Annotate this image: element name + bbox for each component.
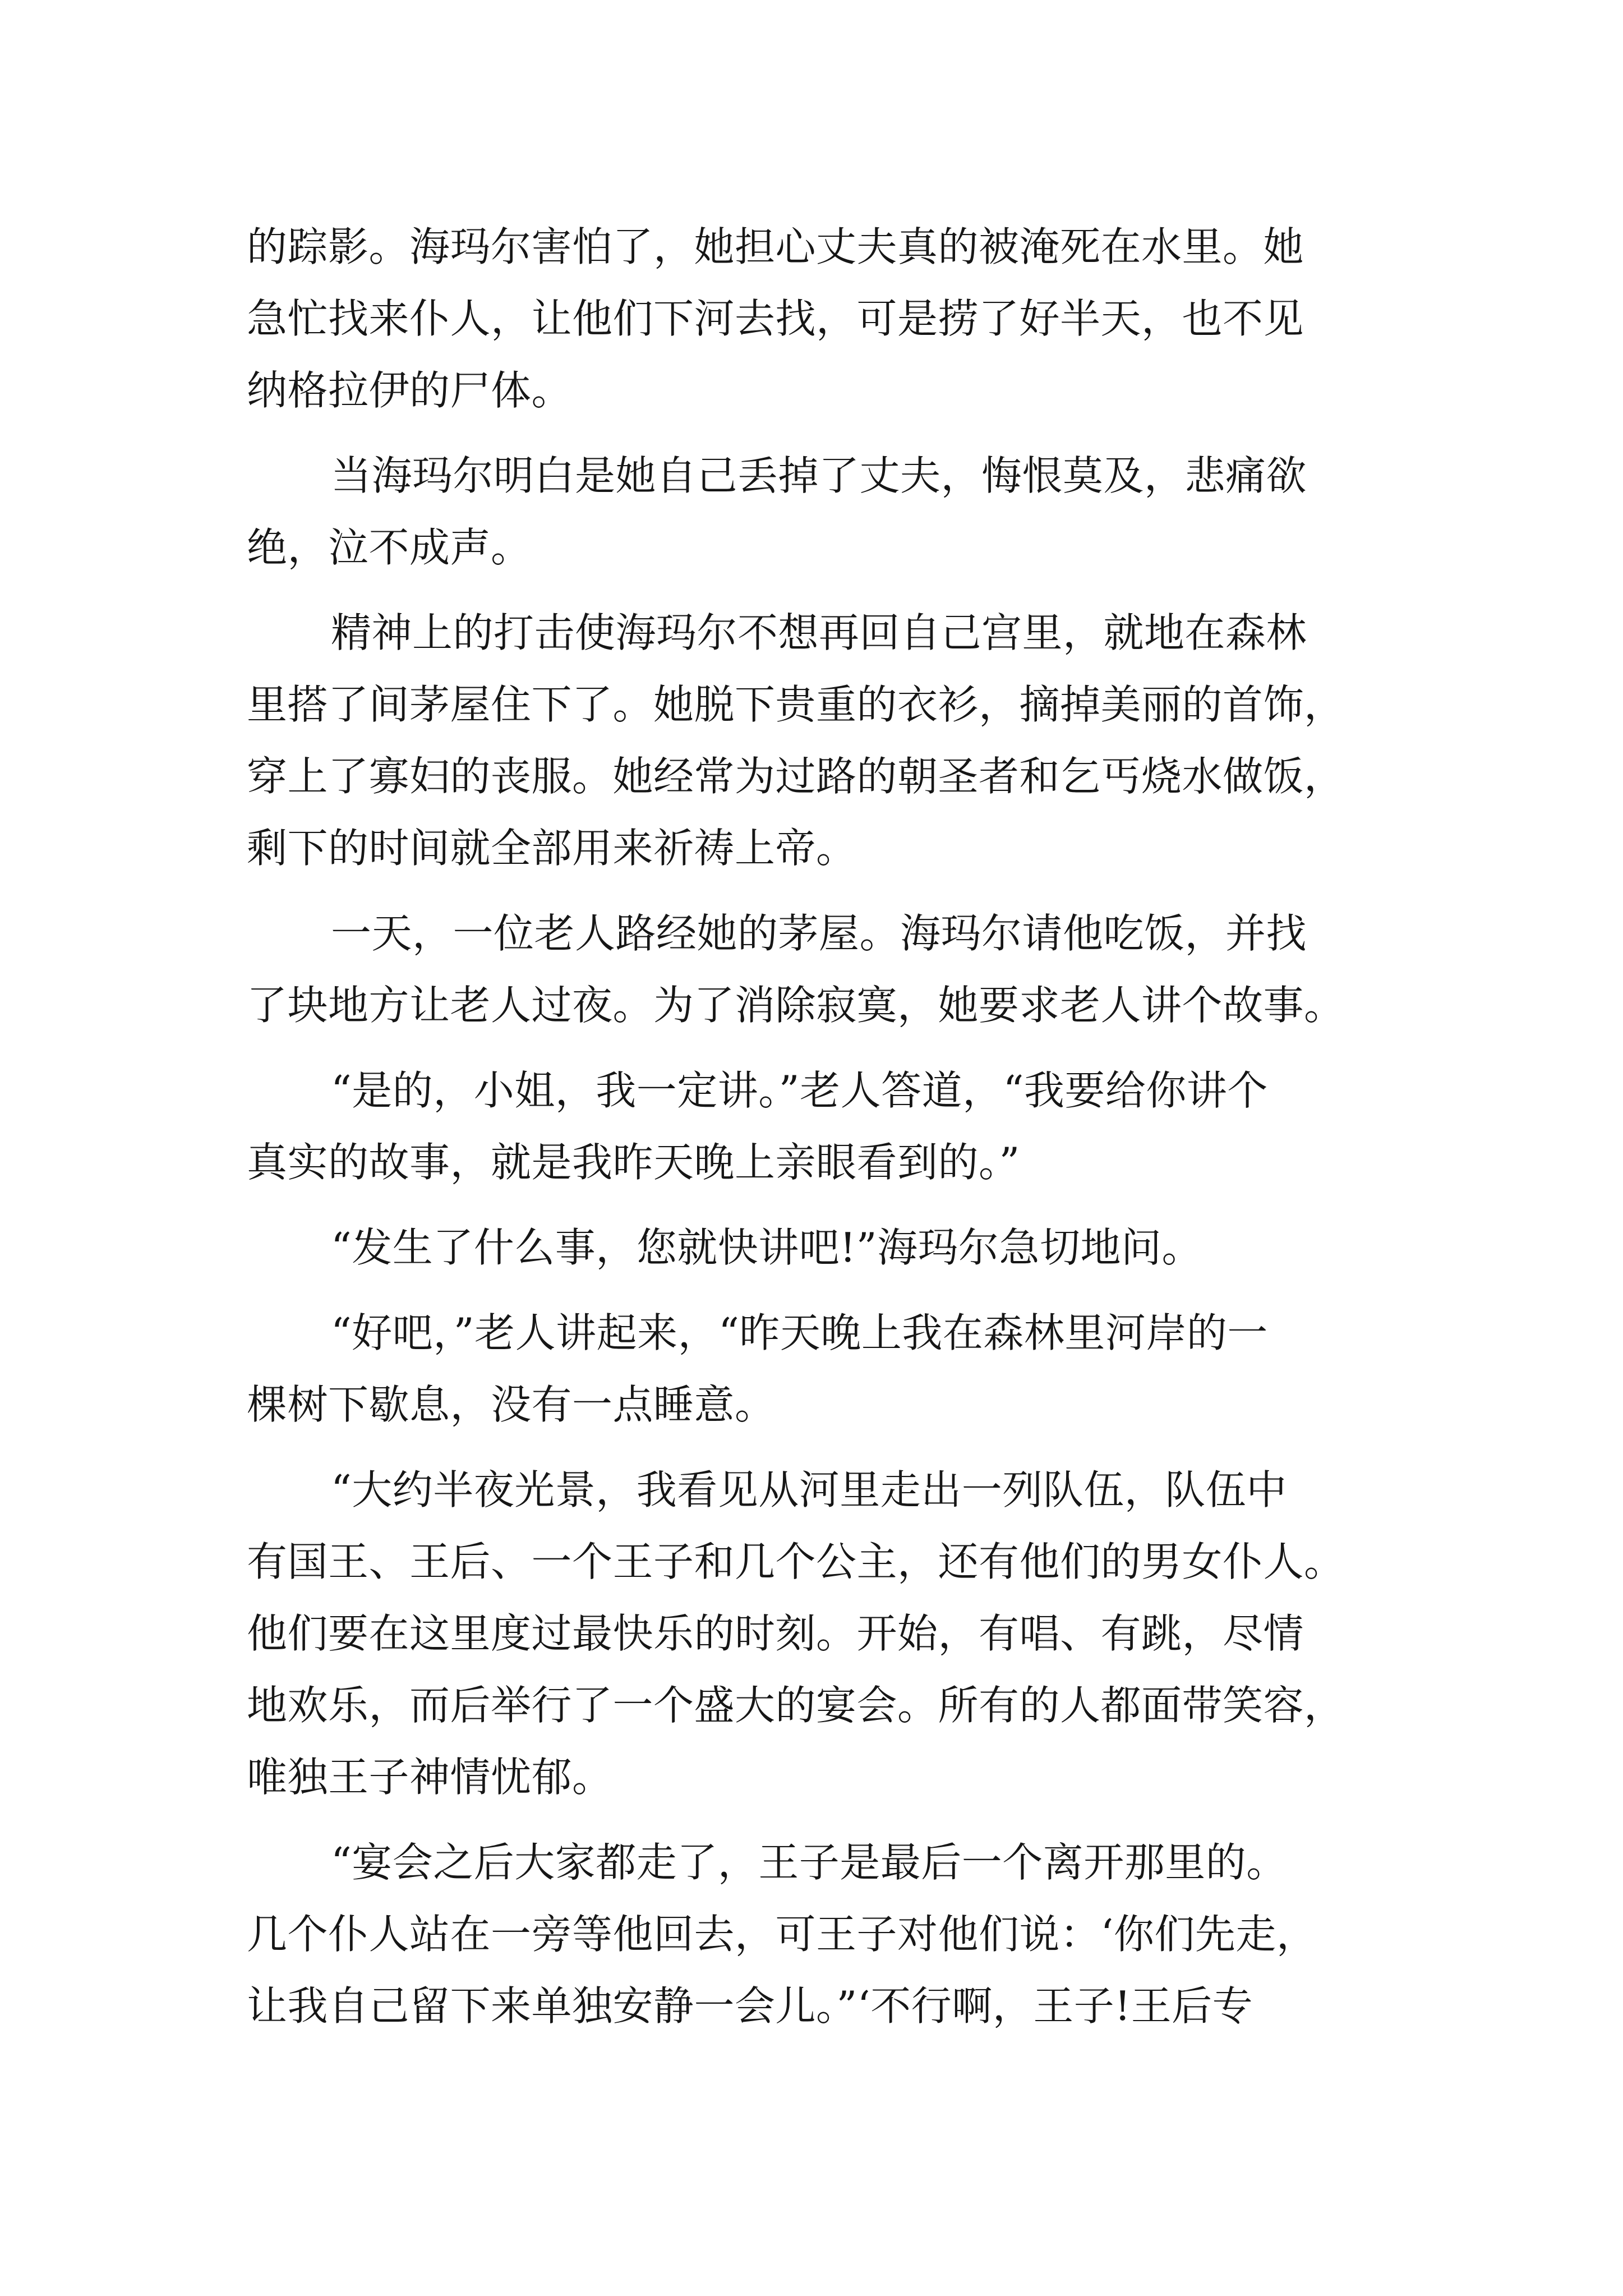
text-line: 穿上了寡妇的丧服。她经常为过路的朝圣者和乞丐烧水做饭， [247, 753, 1345, 800]
text-line: 真实的故事，就是我昨天晚上亲眼看到的。” [247, 1139, 1020, 1186]
text-line: 唯独王子神情忧郁。 [247, 1754, 613, 1801]
text-line: “发生了什么事，您就快讲吧!”海玛尔急切地问。 [331, 1224, 1203, 1271]
text-line: 的踪影。海玛尔害怕了，她担心丈夫真的被淹死在水里。她 [247, 223, 1304, 270]
text-line: 地欢乐，而后举行了一个盛大的宴会。所有的人都面带笑容， [247, 1682, 1345, 1729]
text-line: 他们要在这里度过最快乐的时刻。开始，有唱、有跳，尽情 [247, 1610, 1304, 1657]
text-line: “宴会之后大家都走了，王子是最后一个离开那里的。 [331, 1839, 1287, 1886]
text-line: “大约半夜光景，我看见从河里走出一列队伍，队伍中 [331, 1466, 1287, 1513]
text-line: 精神上的打击使海玛尔不想再回自己宫里，就地在森林 [331, 609, 1307, 656]
text-line: 一天，一位老人路经她的茅屋。海玛尔请他吃饭，并找 [331, 910, 1307, 957]
text-line: 让我自己留下来单独安静一会儿。”‘不行啊，王子!王后专 [247, 1982, 1253, 2030]
text-line: 绝，泣不成声。 [247, 524, 532, 571]
text-line: 了块地方让老人过夜。为了消除寂寞，她要求老人讲个故事。 [247, 982, 1345, 1029]
text-line: 纳格拉伊的尸体。 [247, 367, 573, 414]
text-line: 几个仆人站在一旁等他回去，可王子对他们说：‘你们先走， [247, 1911, 1317, 1958]
text-line: 里搭了间茅屋住下了。她脱下贵重的衣衫，摘掉美丽的首饰， [247, 681, 1345, 728]
text-line: 急忙找来仆人，让他们下河去找，可是捞了好半天，也不见 [247, 295, 1304, 342]
text-line: “是的，小姐，我一定讲。”老人答道，“我要给你讲个 [331, 1067, 1268, 1114]
text-line: 棵树下歇息，没有一点睡意。 [247, 1381, 776, 1428]
text-line: 剩下的时间就全部用来祈祷上帝。 [247, 825, 857, 872]
text-line: 当海玛尔明白是她自己丢掉了丈夫，悔恨莫及，悲痛欲 [331, 452, 1307, 499]
text-line: 有国王、王后、一个王子和几个公主，还有他们的男女仆人。 [247, 1538, 1345, 1585]
text-line: “好吧，”老人讲起来，“昨天晚上我在森林里河岸的一 [331, 1309, 1268, 1356]
